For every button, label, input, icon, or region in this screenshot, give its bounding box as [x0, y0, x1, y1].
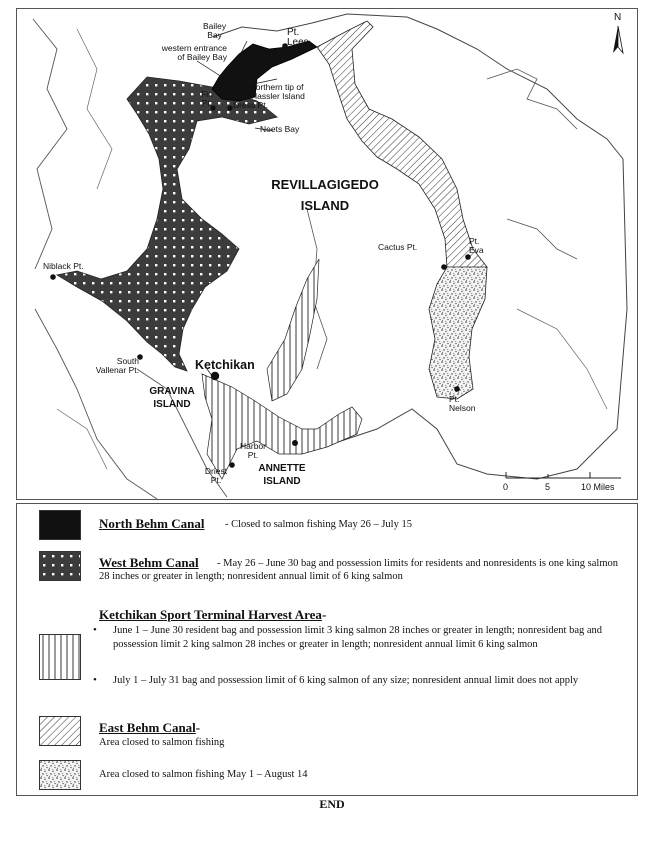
bullet-2-icon: • [93, 674, 97, 686]
label-dress-pt: Dress Pt. [233, 100, 268, 110]
marker-dress-pt [227, 105, 232, 110]
label-fin-pt: Fin Pt. [201, 89, 213, 108]
map-legend [16, 503, 638, 796]
marker-cactus-pt [441, 264, 447, 270]
marker-western-entrance [219, 77, 224, 82]
swatch-north-behm [39, 510, 81, 540]
marker-pt-eva [465, 254, 471, 260]
label-revillagigedo-island: REVILLAGIGEDO ISLAND [271, 177, 379, 213]
legend-text-east-behm: Area closed to salmon fishing [99, 737, 225, 748]
marker-elsie-pt [245, 65, 250, 70]
legend-title-ketchikan-text: Ketchikan Sport Terminal Harvest Area [99, 607, 322, 622]
north-arrow-label: N [614, 12, 622, 23]
legend-text-closed-may-aug: Area closed to salmon fishing May 1 – August 14 [99, 769, 308, 780]
label-pt-lees: Pt. Lees [287, 27, 309, 48]
marker-harbor-pt [292, 440, 298, 446]
label-niblack-pt: Niblack Pt. [43, 261, 84, 271]
legend-bullet-1: June 1 – June 30 resident bag and possession limit 3 king salmon 28 inches or greater in length; nonresident bag and possession limit 2 king salmon 28 inches or greater in length; nonresident annual limit 6 king salmon [113, 625, 603, 650]
stippled-closure-area [429, 267, 487, 399]
swatch-west-behm [39, 551, 81, 581]
map-graphic [17, 9, 638, 500]
swatch-stippled [39, 760, 81, 790]
north-arrow-icon [613, 26, 623, 53]
west-behm-canal-area [57, 77, 277, 371]
label-cactus-pt: Cactus Pt. [378, 242, 418, 252]
label-neets-bay: Neets Bay [260, 124, 300, 134]
label-harbor-pt: Harbor Pt. [240, 441, 266, 460]
map-frame [16, 8, 638, 500]
label-elsie-pt: Elsie Pt. [255, 46, 274, 65]
swatch-east-behm [39, 716, 81, 746]
label-driest-pt: Driest Pt. [204, 466, 228, 485]
legend-title-west-behm: West Behm Canal [99, 555, 199, 570]
legend-title-north-behm: North Behm Canal [99, 516, 205, 531]
legend-text-west-behm: - May 26 – June 30 bag and possession limits for residents and nonresidents is one king salmon 28 inches or greater in length; nonresident annual limit of 6 king salmon [99, 558, 618, 582]
legend-title-east-behm-text: East Behm Canal [99, 720, 196, 735]
label-south-vallenar: South Vallenar Pt. [95, 356, 139, 375]
marker-ketchikan [211, 372, 219, 380]
east-behm-canal-area [317, 21, 487, 271]
bullet-1-icon: • [93, 624, 97, 636]
end-marker: END [319, 797, 345, 811]
legend-bullet-2: July 1 – July 31 bag and possession limit of 6 king salmon of any size; nonresident annual limit does not apply [113, 675, 579, 686]
legend-text-north-behm: - Closed to salmon fishing May 26 – July 15 [225, 519, 412, 530]
legend-title-east-behm [99, 720, 200, 736]
label-gravina-island: GRAVINA ISLAND [149, 386, 195, 410]
label-annette-island: ANNETTE ISLAND [258, 463, 306, 487]
swatch-ketchikan-area [39, 634, 81, 680]
label-northern-tip: northern tip of Hassler Island [251, 82, 305, 101]
label-western-entrance: western entrance of Bailey Bay [161, 43, 227, 62]
legend-title-ketchikan [99, 607, 326, 623]
legend-title-east-behm-suffix: - [195, 720, 201, 735]
legend-title-ketchikan-suffix: - [321, 607, 327, 622]
label-ketchikan: Ketchikan [195, 358, 255, 372]
label-pt-nelson: Pt. Nelson [449, 394, 476, 413]
scale-bar [506, 472, 621, 478]
scale-label-0: 0 [503, 482, 509, 492]
marker-niblack-pt [50, 274, 56, 280]
scale-label-10: 10 Miles [581, 482, 615, 492]
label-pt-eva: Pt. Eva [469, 236, 484, 255]
label-bailey-bay: Bailey Bay [203, 21, 227, 40]
scale-label-5: 5 [545, 482, 551, 492]
marker-pt-nelson [454, 386, 460, 392]
